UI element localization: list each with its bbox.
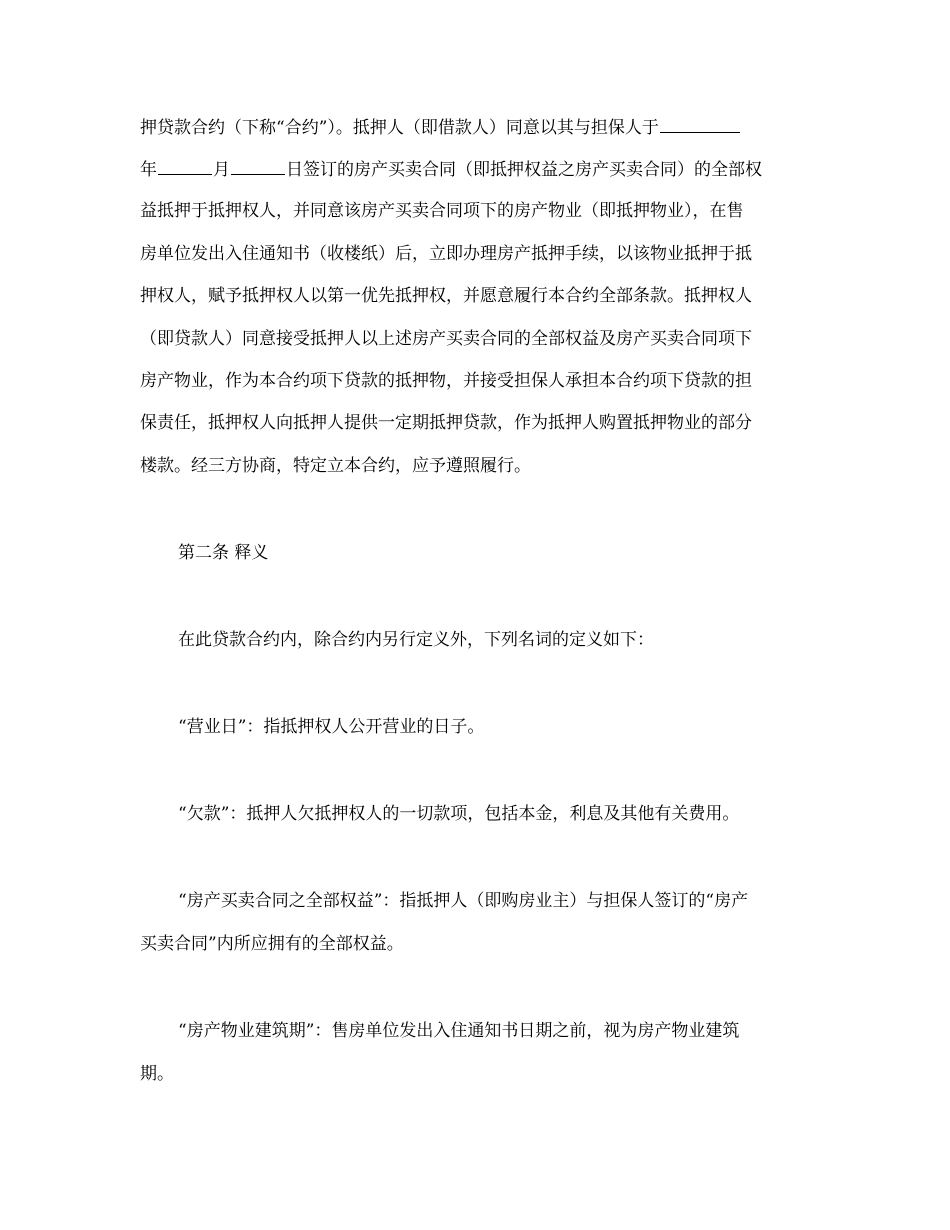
definition-rights-line-2: 买卖合同”内所应拥有的全部权益。	[140, 934, 404, 954]
intro-line-8: 保责任，抵押权人向抵押人提供一定期抵押贷款，作为抵押人购置抵押物业的部分	[140, 413, 752, 433]
article-2-heading: 第二条 释义	[178, 543, 269, 563]
intro-line-3: 益抵押于抵押权人，并同意该房产买卖合同项下的房产物业（即抵押物业），在售	[140, 201, 744, 221]
intro-line-1	[140, 115, 810, 140]
intro-line-6: （即贷款人）同意接受抵押人以上述房产买卖合同的全部权益及房产买卖合同项下	[140, 329, 752, 349]
year-blank	[158, 157, 212, 175]
intro-line-2-text: 日签订的房产买卖合同（即抵押权益之房产买卖合同）的全部权	[286, 160, 762, 180]
month-label: 月	[213, 160, 230, 180]
intro-line-4: 房单位发出入住通知书（收楼纸）后，立即办理房产抵押手续，以该物业抵押于抵	[140, 244, 752, 264]
year-label: 年	[140, 160, 157, 180]
definitions-intro: 在此贷款合约内，除合约内另行定义外，下列名词的定义如下：	[178, 630, 654, 650]
definition-rights-line-1: “房产买卖合同之全部权益”：指抵押人（即购房业主）与担保人签订的“房产	[178, 891, 749, 911]
month-blank	[231, 157, 285, 175]
definition-business-day: “营业日”：指抵押权人公开营业的日子。	[178, 717, 485, 737]
intro-line-7: 房产物业，作为本合约项下贷款的抵押物，并接受担保人承担本合约项下贷款的担	[140, 371, 752, 391]
intro-line-5: 押权人，赋予抵押权人以第一优先抵押权，并愿意履行本合约全部条款。抵押权人	[140, 286, 752, 306]
intro-line-9: 楼款。经三方协商，特定立本合约，应予遵照履行。	[140, 456, 531, 476]
definition-construction-line-2: 期。	[140, 1064, 174, 1084]
intro-line-2	[140, 157, 810, 182]
definition-debt: “欠款”：抵押人欠抵押权人的一切款项，包括本金，利息及其他有关费用。	[178, 804, 740, 824]
date-blank	[660, 115, 740, 133]
intro-line-1-text: 押贷款合约（下称“合约”）。抵押人（即借款人）同意以其与担保人于	[140, 118, 659, 138]
definition-construction-line-1: “房产物业建筑期”：售房单位发出入住通知书日期之前，视为房产物业建筑	[178, 1021, 740, 1041]
